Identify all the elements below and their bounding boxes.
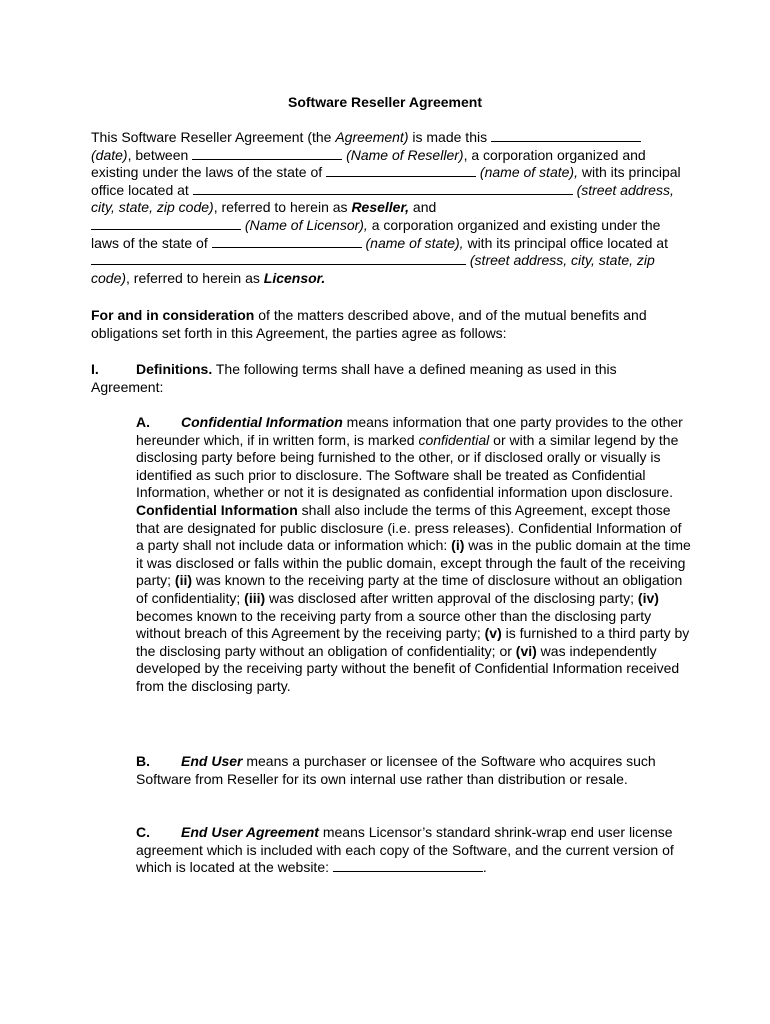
address2-label: (street address, city, state, zip code) [91, 252, 655, 286]
definition-text: becomes known to the receiving party from a source other than the disclosing party without breach of this Agreement by the receiving party; [136, 607, 652, 642]
consideration-paragraph [91, 307, 691, 342]
consideration-text: of the matters described above, and of the mutual benefits and obligations set forth in this Agreement, the parties agree as follows: [91, 307, 647, 341]
section-definitions [91, 361, 691, 396]
document-title: Software Reseller Agreement [288, 94, 482, 110]
intro-text: with its principal office located at [91, 164, 681, 198]
definition-end: . [482, 859, 487, 876]
intro-text: , a corporation organized and existing under the laws of the state of [91, 146, 646, 181]
ci-bold-term: Confidential Information [136, 501, 298, 518]
definition-c [136, 824, 691, 877]
section-text: The following terms shall have a defined meaning as used in this Agreement: [91, 361, 617, 395]
section-heading: Definitions. [136, 361, 213, 377]
definition-text: is furnished to a third party by the disclosing party without an obligation of confidentiality; or [136, 625, 690, 659]
address1-blank[interactable] [193, 182, 573, 195]
clause-iii: (iii) [244, 589, 266, 606]
intro-text: is made this [408, 129, 491, 145]
reseller-name-label: (Name of Reseller) [346, 146, 464, 163]
definition-a [136, 414, 691, 696]
intro-text: , referred to herein as [213, 199, 352, 216]
definition-text: was independently developed by the receiving party without the benefit of Confidential Information received from the disclosing party. [136, 642, 680, 694]
confidential-word: confidential [418, 431, 490, 448]
licensor-term: Licensor. [263, 269, 326, 286]
clause-v: (v) [484, 625, 502, 642]
intro-text: , between [127, 146, 193, 163]
definition-b [136, 753, 691, 788]
state2-blank[interactable] [212, 235, 362, 248]
definition-letter: C. [136, 824, 150, 840]
address1-label: (street address, city, state, zip code) [91, 181, 674, 216]
definition-text: means Licensor’s standard shrink-wrap end user license agreement which is included with each copy of the Software, and the current version of which is located at the website: [136, 824, 674, 876]
clause-vi: (vi) [515, 642, 537, 659]
agreement-term: Agreement) [335, 129, 409, 145]
definition-text: means a purchaser or licensee of the Software who acquires such Software from Reseller for its own internal use rather than distribution or resale. [136, 753, 656, 787]
definition-term: End User [181, 753, 243, 769]
intro-text: , referred to herein as [126, 269, 264, 286]
definition-text: shall also include the terms of this Agreement, except those that are designated for public disclosure (i.e. press releases). Confidential Information of a party shall not include data or information which: [136, 501, 682, 554]
licensor-name-blank[interactable] [91, 217, 241, 230]
website-blank[interactable] [333, 859, 483, 872]
definition-letter: B. [136, 753, 150, 769]
definition-text: was disclosed after written approval of the disclosing party; [265, 589, 638, 606]
definition-text: means information that one party provides to the other hereunder which, if in written form, is marked [136, 414, 683, 448]
date-label: (date) [91, 146, 128, 163]
intro-text: and [409, 199, 437, 216]
clause-i: (i) [451, 537, 465, 554]
state1-label: (name of state), [479, 164, 578, 181]
definition-term: End User Agreement [181, 824, 319, 840]
intro-text: a corporation organized and existing under the laws of the state of [91, 216, 661, 251]
reseller-name-blank[interactable] [192, 147, 342, 160]
definition-text: was in the public domain at the time it was disclosed or falls within the public domain, except through the fault of the receiving party; [136, 537, 691, 589]
consideration-bold: For and in consideration [91, 307, 255, 323]
definition-term: Confidential Information [181, 414, 343, 430]
definition-text: or with a similar legend by the disclosing party before being furnished to the other, or if disclosed orally or visually is identified as such prior to disclosure. The Software shall be treated as Confidential Information, whether or not it is designated as confidential information upon disclosure. [136, 431, 679, 501]
date-blank[interactable] [491, 129, 641, 142]
intro-text: This Software Reseller Agreement (the [91, 129, 336, 145]
intro-paragraph [91, 129, 691, 287]
state1-blank[interactable] [326, 164, 476, 177]
address2-blank[interactable] [91, 252, 466, 265]
clause-iv: (iv) [637, 589, 659, 606]
licensor-name-label: (Name of Licensor), [244, 216, 368, 233]
section-number: I. [91, 361, 99, 377]
definition-text: was known to the receiving party at the time of disclosure without an obligation of confidentiality; [136, 572, 683, 606]
reseller-term: Reseller, [351, 199, 410, 216]
clause-ii: (ii) [174, 572, 193, 589]
definition-letter: A. [136, 414, 150, 430]
state2-label: (name of state), [365, 234, 464, 251]
intro-text: with its principal office located at [463, 234, 668, 251]
